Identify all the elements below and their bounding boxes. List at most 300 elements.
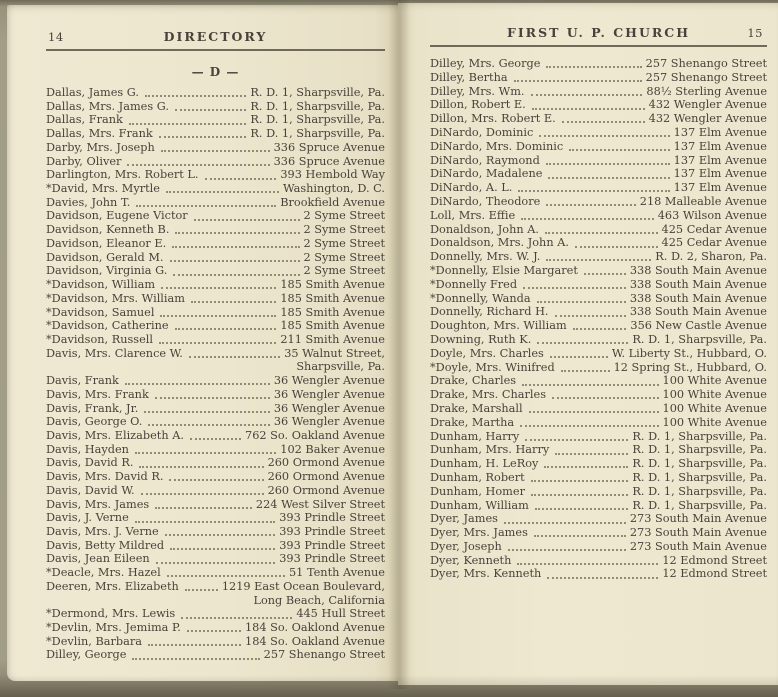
directory-entry <box>430 526 767 540</box>
dot-leader <box>169 479 263 481</box>
entry-name: Dunham, William <box>430 498 529 512</box>
entry-name: Dyer, Mrs. Kenneth <box>430 567 542 581</box>
entry-name: Davidson, Gerald M. <box>46 250 164 264</box>
entry-address: 102 Baker Avenue <box>280 442 385 456</box>
entry-address: Washington, D. C. <box>282 182 385 196</box>
directory-entry <box>430 361 767 375</box>
directory-entry <box>46 415 385 429</box>
entry-name: *Donnelly Fred <box>430 277 518 291</box>
entry-name: Davis, Betty Mildred <box>46 538 165 552</box>
dot-leader <box>139 466 263 468</box>
right-page-number: 15 <box>747 26 763 40</box>
entry-address: 260 Ormond Avenue <box>267 470 385 484</box>
dot-leader <box>534 535 626 537</box>
left-page <box>7 5 398 681</box>
entry-address: 257 Shenango Street <box>263 648 385 662</box>
entry-name: Dilley, Bertha <box>430 70 508 84</box>
entry-name: Davidson, Virginia G. <box>46 264 168 278</box>
entry-name: Dillon, Mrs. Robert E. <box>430 112 556 126</box>
dot-leader <box>514 80 642 82</box>
entry-name: *Davidson, Mrs. William <box>46 291 185 305</box>
directory-entry <box>430 485 767 499</box>
directory-entry <box>430 347 767 361</box>
directory-entry <box>430 223 767 237</box>
directory-entry <box>430 512 767 526</box>
entry-address: 137 Elm Avenue <box>673 167 767 181</box>
entry-address: 12 Edmond Street <box>662 567 767 581</box>
left-running-head <box>46 29 385 51</box>
directory-entry <box>430 443 767 457</box>
directory-entry <box>46 621 385 635</box>
entry-name: Davis, Jean Eileen <box>46 552 150 566</box>
entry-name: Donnelly, Mrs. W. J. <box>430 250 541 264</box>
entry-name: Davidson, Eleanor E. <box>46 236 167 250</box>
entry-address: 257 Shenango Street <box>645 70 767 84</box>
entry-address: 393 Prindle Street <box>279 511 385 525</box>
dot-leader <box>205 178 277 180</box>
entry-name: Davis, Mrs. Clarence W. <box>46 346 183 360</box>
entry-name: *Devlin, Mrs. Jemima P. <box>46 621 181 635</box>
entry-name: Dallas, James G. <box>46 86 139 99</box>
directory-entry <box>46 278 385 292</box>
entry-name: Dunham, Robert <box>430 470 525 484</box>
directory-entry <box>430 154 767 168</box>
dot-leader <box>190 438 241 440</box>
directory-entry <box>46 429 385 443</box>
directory-entry <box>46 552 385 566</box>
directory-entry <box>46 333 385 347</box>
right-page-entries <box>430 57 767 581</box>
directory-entry <box>46 100 385 114</box>
dot-leader <box>535 508 629 510</box>
directory-entry <box>430 333 767 347</box>
dot-leader <box>173 274 299 276</box>
entry-address: 432 Wengler Avenue <box>648 98 767 112</box>
entry-name: Dallas, Mrs. Frank <box>46 127 153 141</box>
entry-address: R. D. 1, Sharpsville, Pa. <box>632 484 767 498</box>
entry-address: R. D. 1, Sharpsville, Pa. <box>250 99 385 113</box>
entry-address: 184 So. Oaklond Avenue <box>244 621 385 635</box>
directory-entry <box>430 319 767 333</box>
entry-name: Darby, Oliver <box>46 154 122 168</box>
entry-name: DiNardo, A. L. <box>430 181 513 195</box>
entry-name: Davis, Hayden <box>46 442 129 456</box>
right-running-head-title: FIRST U. P. CHURCH <box>506 25 691 40</box>
directory-entry <box>46 456 385 470</box>
dot-leader <box>545 232 658 234</box>
entry-address: 137 Elm Avenue <box>673 181 767 195</box>
entry-name: *Davidson, Samuel <box>46 305 155 319</box>
directory-entry <box>46 635 385 649</box>
directory-entry <box>46 223 385 237</box>
entry-address: 273 South Main Avenue <box>629 512 767 526</box>
entry-address: 2 Syme Street <box>303 236 385 250</box>
dot-leader <box>159 342 276 344</box>
entry-address-continuation: Long Beach, California <box>253 593 385 607</box>
dot-leader <box>175 232 299 234</box>
left-page-entries <box>46 86 385 662</box>
directory-entry <box>430 112 767 126</box>
dot-leader <box>569 149 669 151</box>
entry-name: Dunham, Harry <box>430 429 520 443</box>
dot-leader <box>129 123 247 125</box>
entry-name: Drake, Charles <box>430 374 517 388</box>
directory-entry <box>430 57 767 71</box>
entry-name: Deeren, Mrs. Elizabeth <box>46 579 179 593</box>
dot-leader <box>155 507 252 509</box>
entry-address: 211 Smith Avenue <box>280 332 385 346</box>
directory-entry <box>430 167 767 181</box>
directory-entry <box>430 71 767 85</box>
directory-entry <box>430 278 767 292</box>
entry-name: Doughton, Mrs. William <box>430 319 567 333</box>
entry-name: Drake, Marshall <box>430 401 523 415</box>
dot-leader <box>537 342 628 344</box>
dot-leader <box>525 439 628 441</box>
dot-leader <box>132 658 259 660</box>
dot-leader <box>546 66 641 68</box>
entry-address: 338 South Main Avenue <box>629 263 767 277</box>
entry-name: Davis, Mrs. David R. <box>46 470 164 484</box>
entry-address: 185 Smith Avenue <box>280 305 385 319</box>
dot-leader <box>521 218 654 220</box>
entry-name: Davis, Mrs. Frank <box>46 387 149 401</box>
dot-leader <box>191 301 276 303</box>
dot-leader <box>520 425 658 427</box>
entry-name: Dunham, Homer <box>430 484 525 498</box>
section-letter-heading: — D — <box>191 65 240 79</box>
entry-name: Downing, Ruth K. <box>430 332 532 346</box>
entry-address-continuation: Sharpsville, Pa. <box>296 360 385 374</box>
entry-name: Davis, David R. <box>46 456 134 470</box>
entry-name: *Donnelly, Elsie Margaret <box>430 263 578 277</box>
entry-address: 137 Elm Avenue <box>673 125 767 139</box>
entry-address: 224 West Silver Street <box>255 497 385 511</box>
entry-name: Dunham, H. LeRoy <box>430 457 539 471</box>
left-head-rule <box>46 49 385 51</box>
entry-address: 36 Wengler Avenue <box>273 374 385 388</box>
dot-leader <box>161 150 270 152</box>
dot-leader <box>148 424 269 426</box>
dot-leader <box>523 287 626 289</box>
directory-entry <box>430 388 767 402</box>
dot-leader <box>167 575 285 577</box>
dot-leader <box>144 411 270 413</box>
dot-leader <box>562 121 645 123</box>
dot-leader <box>187 630 241 632</box>
dot-leader <box>546 204 635 206</box>
dot-leader <box>584 273 626 275</box>
dot-leader <box>175 328 277 330</box>
entry-name: *David, Mrs. Myrtle <box>46 182 160 196</box>
right-page <box>398 3 778 685</box>
dot-leader <box>546 259 651 261</box>
directory-entry <box>430 126 767 140</box>
entry-address: 425 Cedar Avenue <box>661 236 767 250</box>
entry-name: Davidson, Kenneth B. <box>46 223 170 237</box>
directory-entry <box>46 347 385 361</box>
entry-name: Davis, Mrs. James <box>46 497 150 511</box>
entry-address: 425 Cedar Avenue <box>661 222 767 236</box>
entry-address: 36 Wengler Avenue <box>273 401 385 415</box>
dot-leader <box>161 287 276 289</box>
dot-leader <box>504 522 626 524</box>
directory-entry <box>46 168 385 182</box>
entry-name: DiNardo, Raymond <box>430 153 540 167</box>
entry-name: DiNardo, Dominic <box>430 125 534 139</box>
directory-entry <box>46 443 385 457</box>
entry-address: 12 Edmond Street <box>662 553 767 567</box>
entry-name: Dillon, Robert E. <box>430 98 526 112</box>
directory-entry <box>46 484 385 498</box>
directory-entry <box>46 127 385 141</box>
directory-entry <box>430 402 767 416</box>
entry-address: 336 Spruce Avenue <box>273 154 385 168</box>
directory-entry <box>46 498 385 512</box>
entry-name: Davis, Mrs. J. Verne <box>46 525 159 538</box>
entry-address: 137 Elm Avenue <box>673 153 767 167</box>
dot-leader <box>555 315 626 317</box>
directory-entry <box>46 86 385 100</box>
entry-name: Loll, Mrs. Effie <box>430 208 516 222</box>
entry-address: 185 Smith Avenue <box>280 278 385 292</box>
entry-address: 393 Hembold Way <box>280 168 385 182</box>
directory-entry <box>46 209 385 223</box>
directory-entry <box>430 554 767 568</box>
dot-leader <box>156 562 276 564</box>
directory-entry <box>430 195 767 209</box>
entry-address: W. Liberty St., Hubbard, O. <box>611 346 767 360</box>
directory-entry <box>430 499 767 513</box>
directory-entry <box>430 416 767 430</box>
directory-entry <box>46 141 385 155</box>
dot-leader <box>575 246 658 248</box>
entry-address: R. D. 1, Sharpsville, Pa. <box>250 127 385 141</box>
entry-address: 273 South Main Avenue <box>629 539 767 553</box>
entry-address: 184 So. Oakland Avenue <box>245 634 385 648</box>
entry-name: Dyer, Joseph <box>430 539 502 553</box>
entry-name: Darby, Mrs. Joseph <box>46 140 155 154</box>
dot-leader <box>539 135 669 137</box>
dot-leader <box>531 494 628 496</box>
entry-address: R. D. 1, Sharpsville, Pa. <box>632 457 767 471</box>
entry-address: R. D. 1, Sharpsville, Pa. <box>632 470 767 484</box>
directory-entry <box>46 264 385 278</box>
entry-address: 137 Elm Avenue <box>673 139 767 153</box>
entry-address: 260 Ormond Avenue <box>267 483 385 497</box>
entry-name: *Davidson, Russell <box>46 332 154 346</box>
entry-address: 185 Smith Avenue <box>280 291 385 305</box>
directory-entry <box>430 457 767 471</box>
entry-name: Dallas, Mrs. James G. <box>46 99 169 113</box>
dot-leader <box>165 534 276 536</box>
dot-leader <box>141 493 264 495</box>
dot-leader <box>547 577 658 579</box>
entry-address: 218 Malleable Avenue <box>639 194 767 208</box>
directory-entry <box>46 648 385 662</box>
dot-leader <box>189 356 280 358</box>
dot-leader <box>537 301 626 303</box>
dot-leader <box>194 219 300 221</box>
dot-leader <box>135 452 276 454</box>
dot-leader <box>548 177 669 179</box>
entry-address: 51 Tenth Avenue <box>289 566 385 580</box>
dot-leader <box>518 190 669 192</box>
entry-address: 393 Prindle Street <box>279 552 385 566</box>
dot-leader <box>532 108 645 110</box>
entry-address: 393 Prindle Street <box>279 538 385 552</box>
entry-address: R. D. 1, Sharpsville, Pa. <box>632 332 767 346</box>
entry-name: Dyer, Kenneth <box>430 553 512 567</box>
entry-address: R. D. 1, Sharpsville, Pa. <box>250 113 385 127</box>
entry-name: Dilley, George <box>46 648 127 662</box>
directory-entry <box>46 196 385 210</box>
entry-address: 393 Prindle Street <box>279 525 385 538</box>
entry-name: Donaldson, Mrs. John A. <box>430 236 569 250</box>
directory-entry <box>430 374 767 388</box>
dot-leader <box>136 205 276 207</box>
entry-name: Davis, Frank, Jr. <box>46 401 139 415</box>
left-running-head-title: DIRECTORY <box>163 29 268 44</box>
dot-leader <box>522 384 658 386</box>
dot-leader <box>166 191 279 193</box>
directory-entry <box>430 98 767 112</box>
entry-name: Doyle, Mrs. Charles <box>430 346 544 360</box>
entry-address: 1219 East Ocean Boulevard, <box>221 579 385 593</box>
directory-entry <box>46 306 385 320</box>
dot-leader <box>148 644 241 646</box>
entry-address: R. D. 1, Sharpsville, Pa. <box>632 429 767 443</box>
directory-entry <box>46 251 385 265</box>
directory-entry <box>46 292 385 306</box>
dot-leader <box>170 548 275 550</box>
entry-name: Davidson, Eugene Victor <box>46 209 188 223</box>
entry-name: Dallas, Frank <box>46 113 123 127</box>
dot-leader <box>181 617 292 619</box>
entry-address: 2 Syme Street <box>303 250 385 264</box>
dot-leader <box>145 95 246 97</box>
directory-entry <box>46 566 385 580</box>
dot-leader <box>529 411 659 413</box>
entry-address: 2 Syme Street <box>303 209 385 223</box>
directory-entry <box>430 567 767 581</box>
entry-address: 36 Wengler Avenue <box>273 387 385 401</box>
dot-leader <box>550 356 608 358</box>
entry-address: 445 Hull Street <box>296 607 385 621</box>
directory-entry <box>430 540 767 554</box>
entry-name: Davis, Mrs. Elizabeth A. <box>46 428 184 442</box>
entry-address: 100 White Avenue <box>662 374 767 388</box>
directory-entry <box>430 209 767 223</box>
dot-leader <box>531 94 643 96</box>
entry-name: DiNardo, Mrs. Dominic <box>430 139 564 153</box>
directory-entry <box>46 539 385 553</box>
right-running-head <box>430 25 767 47</box>
entry-name: Donnelly, Richard H. <box>430 305 549 319</box>
dot-leader <box>170 260 300 262</box>
entry-address: R. D. 1, Sharpsville, Pa. <box>632 443 767 457</box>
dot-leader <box>508 549 626 551</box>
entry-name: Davis, J. Verne <box>46 511 129 525</box>
dot-leader <box>552 397 659 399</box>
entry-name: Dilley, Mrs. George <box>430 57 541 70</box>
entry-address: Brookfield Avenue <box>280 195 385 209</box>
directory-entry <box>430 181 767 195</box>
dot-leader <box>561 370 610 372</box>
entry-name: Davies, John T. <box>46 195 131 209</box>
entry-address: 432 Wengler Avenue <box>648 112 767 126</box>
left-page-number: 14 <box>48 30 64 44</box>
entry-address: 88½ Sterling Avenue <box>646 84 767 98</box>
entry-name: Drake, Mrs. Charles <box>430 388 547 402</box>
entry-name: Dunham, Mrs. Harry <box>430 443 550 457</box>
entry-address: 100 White Avenue <box>662 388 767 402</box>
entry-address: 257 Shenango Street <box>645 57 767 70</box>
entry-address: 35 Walnut Street, <box>284 346 385 360</box>
entry-name: *Davidson, Catherine <box>46 319 169 333</box>
entry-name: Dyer, James <box>430 512 498 526</box>
entry-name: DiNardo, Theodore <box>430 194 541 208</box>
directory-entry <box>46 388 385 402</box>
entry-name: *Doyle, Mrs. Winifred <box>430 360 555 374</box>
entry-address: R. D. 2, Sharon, Pa. <box>655 250 767 264</box>
dot-leader <box>135 521 275 523</box>
entry-address: 2 Syme Street <box>303 264 385 278</box>
dot-leader <box>127 164 269 166</box>
entry-address: 12 Spring St., Hubbard, O. <box>613 360 767 374</box>
entry-name: Darlington, Mrs. Robert L. <box>46 168 199 182</box>
entry-address: 260 Ormond Avenue <box>267 456 385 470</box>
dot-leader <box>573 328 627 330</box>
entry-name: Davis, Frank <box>46 374 119 388</box>
directory-entry <box>46 237 385 251</box>
entry-address: 2 Syme Street <box>303 223 385 237</box>
entry-name: DiNardo, Madalene <box>430 167 543 181</box>
directory-entry <box>430 305 767 319</box>
entry-address: R. D. 1, Sharpsville, Pa. <box>632 498 767 512</box>
directory-entry <box>430 236 767 250</box>
entry-address: 762 So. Oakland Avenue <box>245 428 385 442</box>
entry-address: 36 Wengler Avenue <box>273 415 385 429</box>
directory-entry <box>430 140 767 154</box>
directory-entry <box>46 155 385 169</box>
dot-leader <box>175 109 246 111</box>
directory-entry <box>46 511 385 525</box>
directory-entry <box>46 580 385 594</box>
entry-address: 185 Smith Avenue <box>280 319 385 333</box>
dot-leader <box>531 480 629 482</box>
entry-name: *Deacle, Mrs. Hazel <box>46 566 161 580</box>
dot-leader <box>555 453 628 455</box>
directory-entry <box>46 319 385 333</box>
dot-leader <box>546 163 670 165</box>
directory-entry <box>46 525 385 539</box>
entry-name: Donaldson, John A. <box>430 222 539 236</box>
entry-address: 338 South Main Avenue <box>629 291 767 305</box>
entry-address: 336 Spruce Avenue <box>273 140 385 154</box>
dot-leader <box>544 466 628 468</box>
entry-name: Davis, George O. <box>46 415 143 429</box>
entry-name: *Devlin, Barbara <box>46 634 142 648</box>
entry-name: Davis, David W. <box>46 483 135 497</box>
entry-name: *Dermond, Mrs. Lewis <box>46 607 176 621</box>
directory-entry <box>46 402 385 416</box>
dot-leader <box>125 383 270 385</box>
entry-name: Dyer, Mrs. James <box>430 526 528 540</box>
dot-leader <box>172 246 299 248</box>
entry-address: R. D. 1, Sharpsville, Pa. <box>250 86 385 99</box>
entry-address: 100 White Avenue <box>662 415 767 429</box>
